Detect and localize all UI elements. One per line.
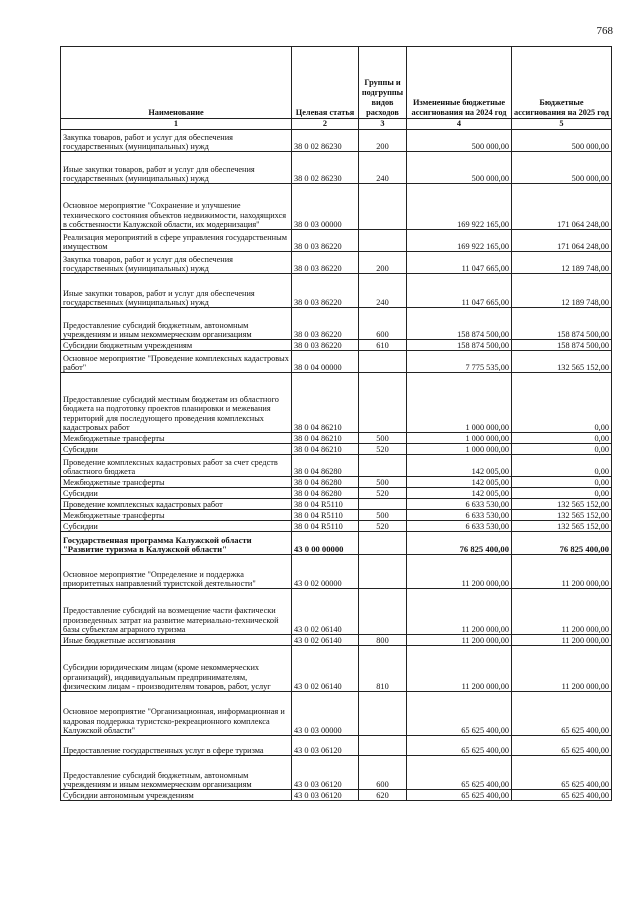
header-groups: Группы и подгруппы видов расходов [359, 47, 407, 119]
table-row [61, 373, 612, 433]
row-group-code [359, 499, 407, 510]
row-amount-2024: 11 047 665,00 [407, 274, 512, 308]
row-target-code: 38 0 04 R5110 [292, 521, 359, 532]
row-group-code: 600 [359, 756, 407, 790]
row-group-code [359, 555, 407, 589]
row-name: Реализация мероприятий в сфере управления государственным имуществом [61, 230, 292, 252]
row-amount-2025: 12 189 748,00 [512, 274, 612, 308]
row-name: Иные закупки товаров, работ и услуг для обеспечения государственных (муниципальных) нужд [61, 274, 292, 308]
row-amount-2025: 11 200 000,00 [512, 646, 612, 692]
row-target-code: 43 0 03 06120 [292, 790, 359, 801]
table-row [61, 184, 612, 230]
row-target-code: 38 0 04 86210 [292, 373, 359, 433]
table-row [61, 510, 612, 521]
row-amount-2024: 65 625 400,00 [407, 736, 512, 756]
row-group-code [359, 692, 407, 736]
row-group-code: 620 [359, 790, 407, 801]
row-group-code [359, 351, 407, 373]
row-amount-2025: 171 064 248,00 [512, 230, 612, 252]
row-amount-2025: 11 200 000,00 [512, 589, 612, 635]
row-group-code: 610 [359, 340, 407, 351]
row-name: Закупка товаров, работ и услуг для обеспечения государственных (муниципальных) нужд [61, 252, 292, 274]
row-target-code: 38 0 03 86220 [292, 340, 359, 351]
row-target-code: 43 0 03 06120 [292, 736, 359, 756]
row-name: Межбюджетные трансферты [61, 510, 292, 521]
row-amount-2025: 500 000,00 [512, 130, 612, 152]
row-group-code: 520 [359, 488, 407, 499]
column-number: 4 [407, 119, 512, 130]
table-row [61, 635, 612, 646]
table-row [61, 340, 612, 351]
row-target-code: 43 0 02 06140 [292, 589, 359, 635]
row-name: Основное мероприятие "Организационная, информационная и кадровая поддержка туристско-рекреационного комплекса Калужской области" [61, 692, 292, 736]
row-amount-2024: 169 922 165,00 [407, 230, 512, 252]
row-target-code: 43 0 03 00000 [292, 692, 359, 736]
row-amount-2025: 0,00 [512, 433, 612, 444]
table-row [61, 308, 612, 340]
row-group-code: 240 [359, 274, 407, 308]
row-target-code: 38 0 04 86280 [292, 455, 359, 477]
row-target-code: 43 0 02 06140 [292, 646, 359, 692]
row-group-code: 200 [359, 252, 407, 274]
table-row [61, 499, 612, 510]
row-amount-2025: 76 825 400,00 [512, 532, 612, 555]
column-number-row [61, 119, 612, 130]
column-number: 1 [61, 119, 292, 130]
column-number: 2 [292, 119, 359, 130]
row-name: Субсидии [61, 521, 292, 532]
row-amount-2024: 65 625 400,00 [407, 790, 512, 801]
row-amount-2025: 11 200 000,00 [512, 635, 612, 646]
table-body [61, 130, 612, 801]
table-row [61, 433, 612, 444]
row-amount-2024: 142 005,00 [407, 455, 512, 477]
row-amount-2024: 1 000 000,00 [407, 373, 512, 433]
row-amount-2025: 65 625 400,00 [512, 692, 612, 736]
row-amount-2025: 0,00 [512, 488, 612, 499]
row-target-code: 38 0 04 R5110 [292, 510, 359, 521]
row-group-code [359, 736, 407, 756]
table-row [61, 555, 612, 589]
row-group-code: 240 [359, 152, 407, 184]
table-row [61, 252, 612, 274]
table-row [61, 488, 612, 499]
row-target-code: 38 0 04 00000 [292, 351, 359, 373]
row-amount-2024: 11 200 000,00 [407, 635, 512, 646]
table-row [61, 736, 612, 756]
row-amount-2024: 169 922 165,00 [407, 184, 512, 230]
row-amount-2025: 65 625 400,00 [512, 790, 612, 801]
row-amount-2024: 11 200 000,00 [407, 589, 512, 635]
row-name: Предоставление субсидий местным бюджетам из областного бюджета на подготовку проектов планировки и межевания территорий для последующего проведения комплексных кадастровых работ [61, 373, 292, 433]
row-name: Основное мероприятие "Определение и поддержка приоритетных направлений туристской деятельности" [61, 555, 292, 589]
header-row [61, 47, 612, 119]
row-name: Закупка товаров, работ и услуг для обеспечения государственных (муниципальных) нужд [61, 130, 292, 152]
row-name: Предоставление субсидий бюджетным, автономным учреждениям и иным некоммерческим организациям [61, 308, 292, 340]
row-group-code: 500 [359, 477, 407, 488]
row-amount-2024: 500 000,00 [407, 152, 512, 184]
row-amount-2025: 500 000,00 [512, 152, 612, 184]
table-row [61, 646, 612, 692]
row-target-code: 43 0 02 00000 [292, 555, 359, 589]
row-amount-2025: 158 874 500,00 [512, 340, 612, 351]
column-number: 5 [512, 119, 612, 130]
budget-table [60, 46, 612, 801]
row-name: Иные закупки товаров, работ и услуг для обеспечения государственных (муниципальных) нужд [61, 152, 292, 184]
row-target-code: 38 0 03 86220 [292, 308, 359, 340]
row-target-code: 38 0 04 R5110 [292, 499, 359, 510]
row-amount-2025: 132 565 152,00 [512, 510, 612, 521]
row-group-code [359, 455, 407, 477]
row-amount-2024: 1 000 000,00 [407, 433, 512, 444]
row-amount-2024: 500 000,00 [407, 130, 512, 152]
row-amount-2025: 132 565 152,00 [512, 351, 612, 373]
row-name: Субсидии [61, 488, 292, 499]
row-amount-2025: 0,00 [512, 455, 612, 477]
table-row [61, 477, 612, 488]
row-group-code [359, 230, 407, 252]
row-target-code: 38 0 03 86220 [292, 274, 359, 308]
table-row [61, 351, 612, 373]
row-amount-2025: 65 625 400,00 [512, 736, 612, 756]
row-name: Межбюджетные трансферты [61, 433, 292, 444]
row-amount-2025: 12 189 748,00 [512, 252, 612, 274]
row-group-code: 810 [359, 646, 407, 692]
row-amount-2025: 171 064 248,00 [512, 184, 612, 230]
header-budget-2025: Бюджетные ассигнования на 2025 год [512, 47, 612, 119]
row-amount-2024: 158 874 500,00 [407, 308, 512, 340]
row-amount-2024: 11 047 665,00 [407, 252, 512, 274]
row-group-code: 600 [359, 308, 407, 340]
row-name: Субсидии [61, 444, 292, 455]
row-amount-2025: 65 625 400,00 [512, 756, 612, 790]
row-amount-2024: 142 005,00 [407, 488, 512, 499]
row-amount-2024: 65 625 400,00 [407, 756, 512, 790]
row-target-code: 43 0 02 06140 [292, 635, 359, 646]
row-amount-2024: 142 005,00 [407, 477, 512, 488]
table-row [61, 455, 612, 477]
row-target-code: 38 0 03 00000 [292, 184, 359, 230]
row-name: Проведение комплексных кадастровых работ [61, 499, 292, 510]
table-row [61, 274, 612, 308]
row-amount-2025: 0,00 [512, 373, 612, 433]
row-amount-2024: 11 200 000,00 [407, 646, 512, 692]
row-amount-2024: 1 000 000,00 [407, 444, 512, 455]
row-amount-2024: 11 200 000,00 [407, 555, 512, 589]
table-row [61, 756, 612, 790]
row-target-code: 38 0 04 86280 [292, 477, 359, 488]
row-group-code [359, 373, 407, 433]
row-name: Субсидии бюджетным учреждениям [61, 340, 292, 351]
row-amount-2024: 6 633 530,00 [407, 521, 512, 532]
row-group-code: 200 [359, 130, 407, 152]
row-name: Субсидии юридическим лицам (кроме некоммерческих организаций), индивидуальным предпринимателям, физическим лицам - производителям товаров, работ, услуг [61, 646, 292, 692]
row-amount-2025: 132 565 152,00 [512, 521, 612, 532]
row-amount-2025: 158 874 500,00 [512, 308, 612, 340]
row-target-code: 43 0 00 00000 [292, 532, 359, 555]
table-row [61, 152, 612, 184]
row-name: Проведение комплексных кадастровых работ за счет средств областного бюджета [61, 455, 292, 477]
table-row [61, 790, 612, 801]
row-amount-2024: 76 825 400,00 [407, 532, 512, 555]
row-amount-2024: 7 775 535,00 [407, 351, 512, 373]
row-target-code: 38 0 04 86280 [292, 488, 359, 499]
row-target-code: 43 0 03 06120 [292, 756, 359, 790]
row-name: Предоставление государственных услуг в сфере туризма [61, 736, 292, 756]
row-amount-2025: 11 200 000,00 [512, 555, 612, 589]
row-name: Основное мероприятие "Проведение комплексных кадастровых работ" [61, 351, 292, 373]
row-group-code [359, 532, 407, 555]
table-row [61, 444, 612, 455]
row-target-code: 38 0 03 86220 [292, 230, 359, 252]
header-name: Наименование [61, 47, 292, 119]
row-amount-2025: 0,00 [512, 477, 612, 488]
row-target-code: 38 0 02 86230 [292, 130, 359, 152]
table-row [61, 692, 612, 736]
row-name: Межбюджетные трансферты [61, 477, 292, 488]
row-group-code: 800 [359, 635, 407, 646]
row-group-code: 500 [359, 510, 407, 521]
row-amount-2024: 65 625 400,00 [407, 692, 512, 736]
row-amount-2024: 6 633 530,00 [407, 499, 512, 510]
row-name: Иные бюджетные ассигнования [61, 635, 292, 646]
row-group-code: 520 [359, 444, 407, 455]
row-target-code: 38 0 02 86230 [292, 152, 359, 184]
row-group-code: 520 [359, 521, 407, 532]
row-name: Предоставление субсидий на возмещение части фактически произведенных затрат на развитие материально-технической базы субъектам аграрного туризма [61, 589, 292, 635]
row-group-code [359, 184, 407, 230]
table-row [61, 521, 612, 532]
row-target-code: 38 0 04 86210 [292, 444, 359, 455]
table-row [61, 130, 612, 152]
header-target: Целевая статья [292, 47, 359, 119]
table-row [61, 589, 612, 635]
row-amount-2024: 6 633 530,00 [407, 510, 512, 521]
table-row [61, 230, 612, 252]
row-target-code: 38 0 03 86220 [292, 252, 359, 274]
row-name: Основное мероприятие "Сохранение и улучшение технического состояния объектов недвижимости, находящихся в собственности Калужской области, их модернизация" [61, 184, 292, 230]
row-name: Государственная программа Калужской области "Развитие туризма в Калужской области" [61, 532, 292, 555]
row-target-code: 38 0 04 86210 [292, 433, 359, 444]
row-group-code: 500 [359, 433, 407, 444]
row-group-code [359, 589, 407, 635]
page-number: 768 [596, 25, 613, 37]
table-row [61, 532, 612, 555]
row-amount-2024: 158 874 500,00 [407, 340, 512, 351]
row-amount-2025: 0,00 [512, 444, 612, 455]
row-name: Субсидии автономным учреждениям [61, 790, 292, 801]
column-number: 3 [359, 119, 407, 130]
row-amount-2025: 132 565 152,00 [512, 499, 612, 510]
header-changed-2024: Измененные бюджетные ассигнования на 2024 год [407, 47, 512, 119]
row-name: Предоставление субсидий бюджетным, автономным учреждениям и иным некоммерческим организациям [61, 756, 292, 790]
